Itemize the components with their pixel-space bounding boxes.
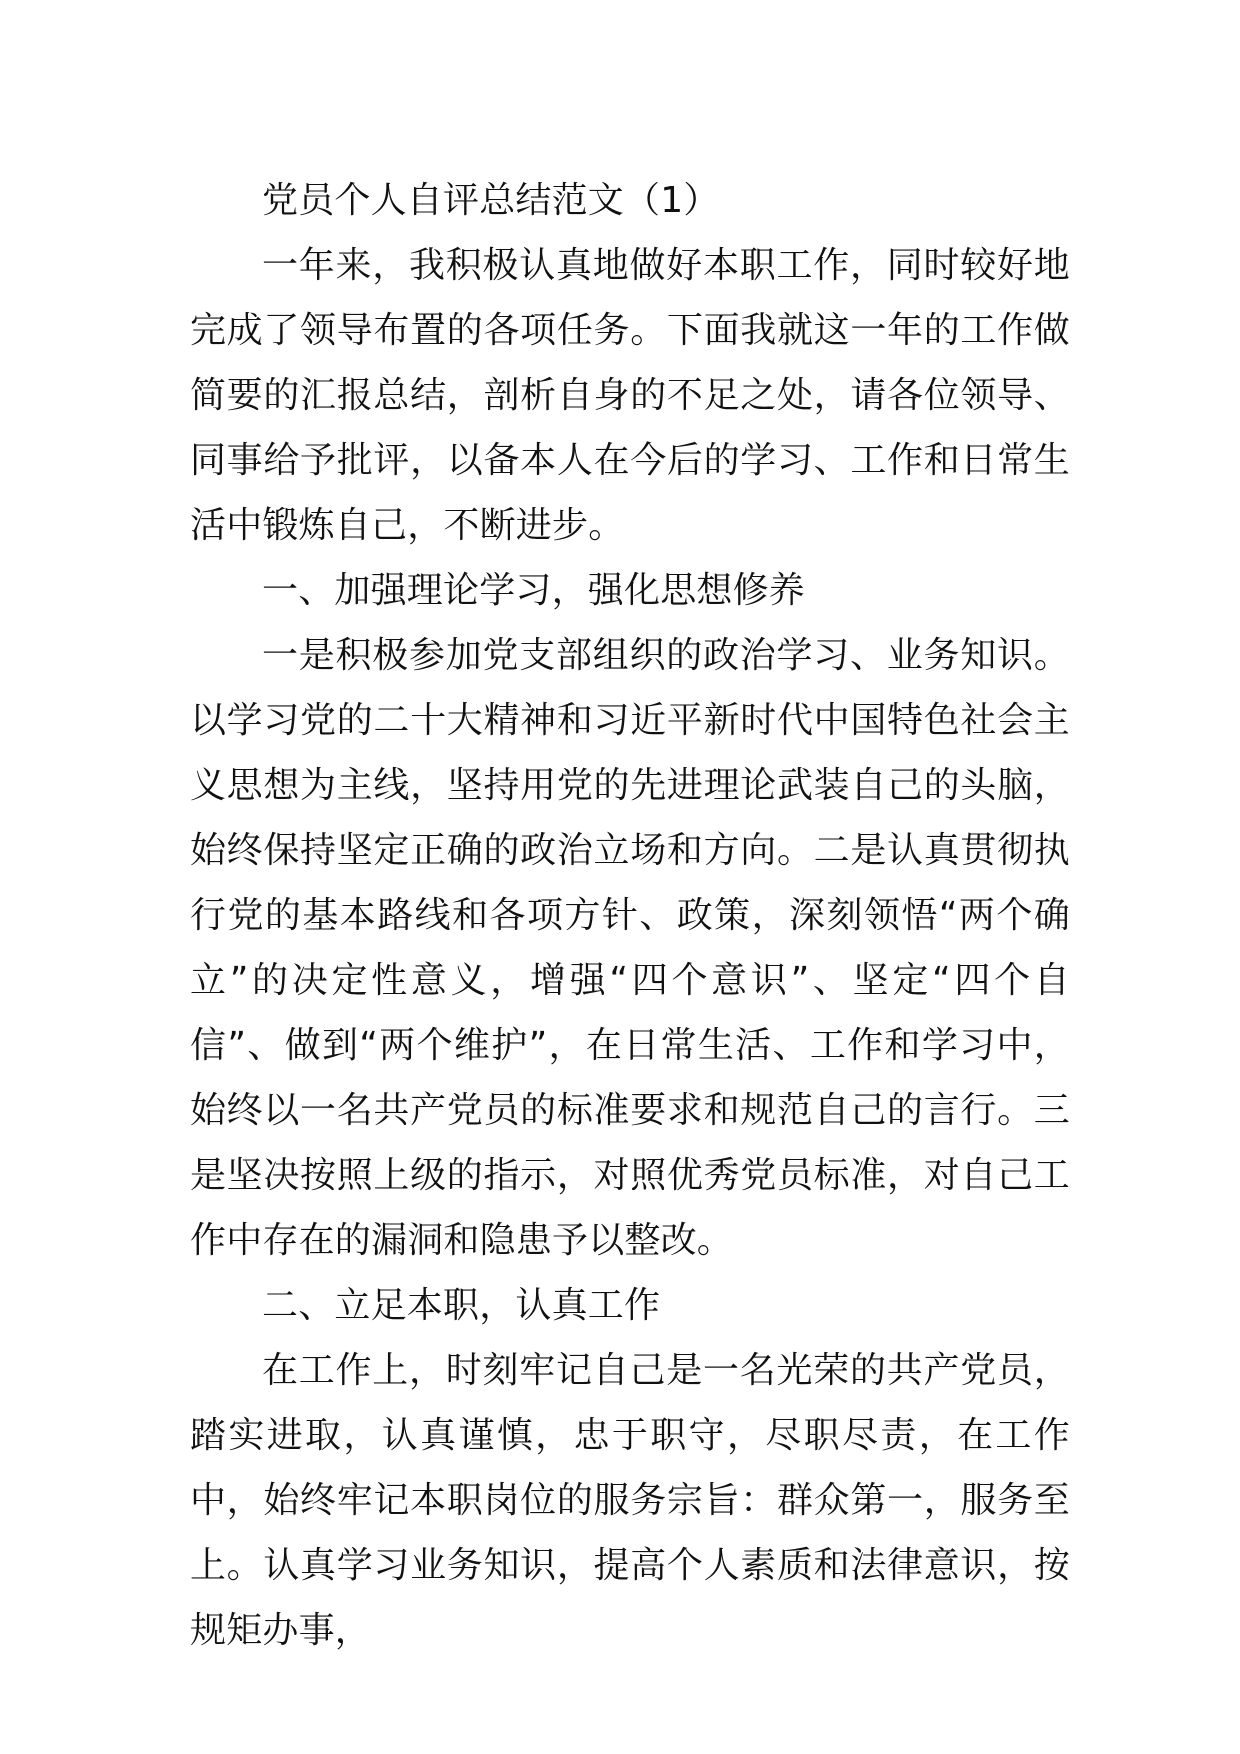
paragraph-intro: 一年来，我积极认真地做好本职工作，同时较好地完成了领导布置的各项任务。下面我就这一年的工作做简要的汇报总结，剖析自身的不足之处，请各位领导、同事给予批评，以备本人在今后的学习、工作和日常生活中锻炼自己，不断进步。	[190, 245, 1070, 546]
section-heading-2: 二、立足本职，认真工作	[262, 1285, 661, 1326]
document-body	[190, 168, 1070, 1663]
paragraph-section-2: 在工作上，时刻牢记自己是一名光荣的共产党员，踏实进取，认真谨慎，忠于职守，尽职尽责，在工作中，始终牢记本职岗位的服务宗旨：群众第一，服务至上。认真学习业务知识，提高个人素质和法律意识，按规矩办事，	[190, 1350, 1070, 1651]
document-title: 党员个人自评总结范文（1）	[262, 180, 720, 221]
section-heading-1: 一、加强理论学习，强化思想修养	[262, 570, 806, 611]
paragraph-section-1: 一是积极参加党支部组织的政治学习、业务知识。以学习党的二十大精神和习近平新时代中国特色社会主义思想为主线，坚持用党的先进理论武装自己的头脑，始终保持坚定正确的政治立场和方向。二是认真贯彻执行党的基本路线和各项方针、政策，深刻领悟“两个确立”的决定性意义，增强“四个意识”、坚定“四个自信”、做到“两个维护”，在日常生活、工作和学习中，始终以一名共产党员的标准要求和规范自己的言行。三是坚决按照上级的指示，对照优秀党员标准，对自己工作中存在的漏洞和隐患予以整改。	[190, 635, 1070, 1261]
